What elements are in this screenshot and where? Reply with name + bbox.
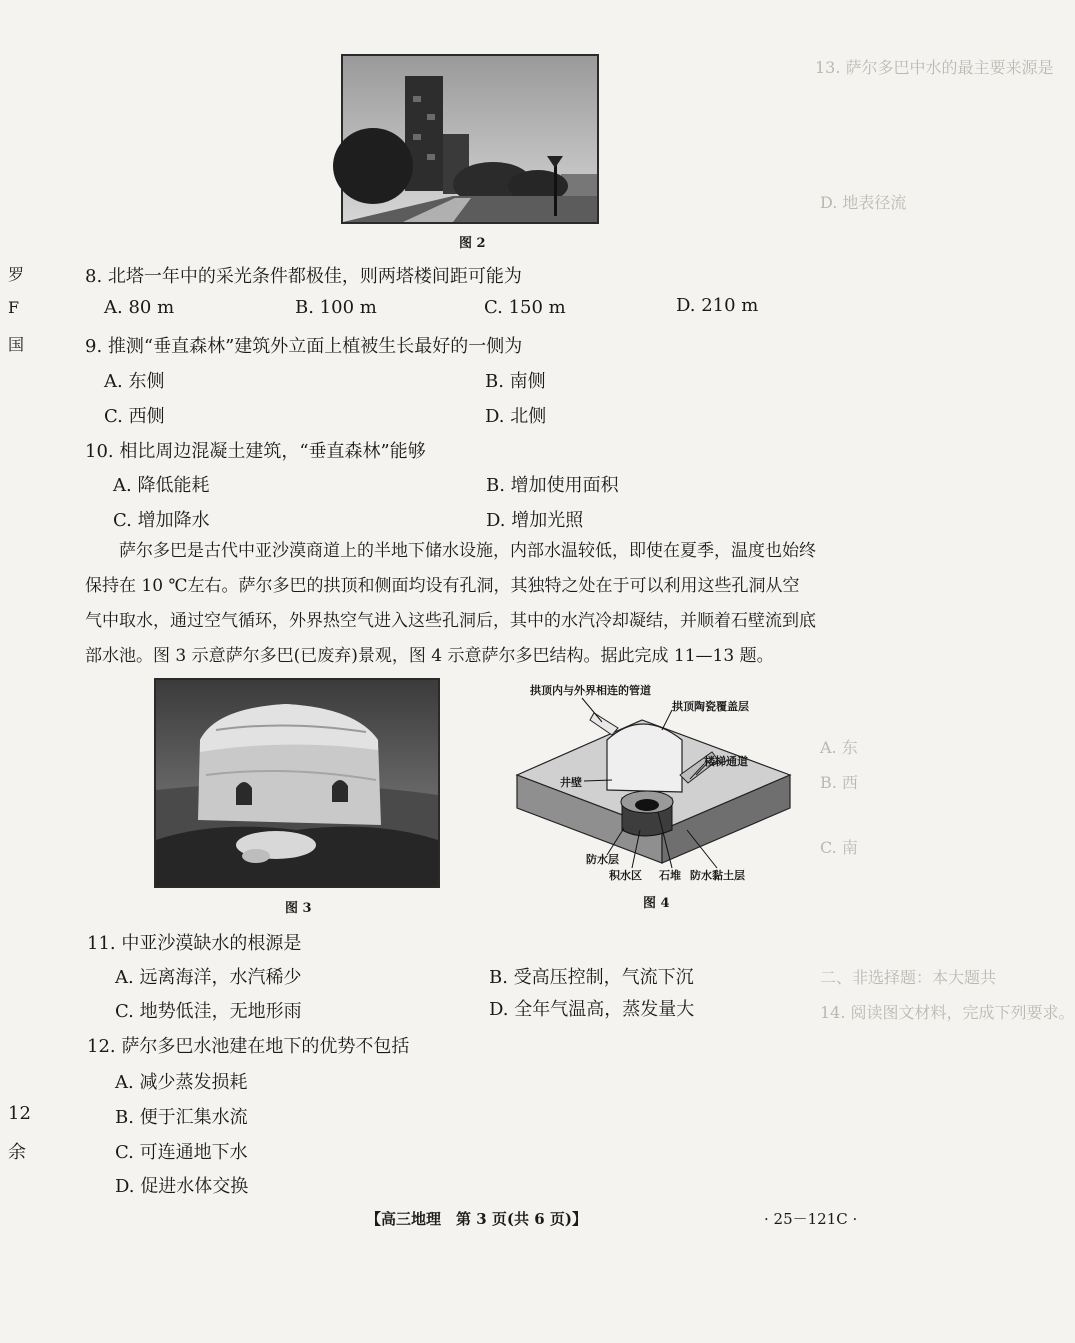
- passage-line-3: 气中取水，通过空气循环，外界热空气进入这些孔洞后，其中的水汽冷却凝结，并顺着石壁流到底: [85, 611, 816, 631]
- label-stones: 石堆: [659, 869, 681, 882]
- passage-line-4: 部水池。图 3 示意萨尔多巴(已废弃)景观，图 4 示意萨尔多巴结构。据此完成 11—13 题。: [85, 646, 774, 666]
- bleed-text: A. 东: [820, 738, 858, 757]
- label-pipe: 拱顶内与外界相连的管道: [530, 684, 651, 697]
- q8-option-c[interactable]: C. 150 m: [484, 297, 566, 318]
- q9-option-d[interactable]: D. 北侧: [485, 406, 547, 427]
- figure-4-caption: 图 4: [643, 896, 670, 911]
- q11-option-d[interactable]: D. 全年气温高，蒸发量大: [489, 999, 695, 1020]
- label-clay: 防水黏土层: [690, 869, 745, 882]
- q12-option-b[interactable]: B. 便于汇集水流: [115, 1107, 248, 1128]
- bleed-text: 14. 阅读图文材料，完成下列要求。: [820, 1003, 1075, 1022]
- bleed-text: B. 西: [820, 773, 858, 792]
- passage-line-2: 保持在 10 ℃左右。萨尔多巴的拱顶和侧面均设有孔洞，其独特之处在于可以利用这些孔洞从空: [85, 576, 800, 596]
- q9-option-a[interactable]: A. 东侧: [104, 371, 165, 392]
- label-stairs: 楼梯通道: [704, 755, 748, 768]
- margin-mark: 罗: [8, 265, 25, 284]
- q8-option-a[interactable]: A. 80 m: [104, 297, 175, 318]
- q10-option-c[interactable]: C. 增加降水: [113, 510, 210, 531]
- margin-mark: F: [8, 298, 20, 317]
- label-cover: 拱顶陶瓷覆盖层: [672, 700, 749, 713]
- figure-2-photo: [341, 54, 599, 224]
- page-footer-code: · 25－121C ·: [764, 1210, 858, 1228]
- label-wall: 井壁: [560, 776, 582, 789]
- margin-mark: 12: [8, 1103, 31, 1124]
- q9-option-b[interactable]: B. 南侧: [485, 371, 546, 392]
- q12-option-d[interactable]: D. 促进水体交换: [115, 1176, 249, 1197]
- q10-option-d[interactable]: D. 增加光照: [486, 510, 584, 531]
- question-10-stem: 10. 相比周边混凝土建筑，“垂直森林”能够: [85, 441, 426, 462]
- question-9-stem: 9. 推测“垂直森林”建筑外立面上植被生长最好的一侧为: [85, 336, 523, 357]
- label-waterproof: 防水层: [586, 853, 619, 866]
- bleed-text: 13. 萨尔多巴中水的最主要来源是: [815, 58, 1054, 77]
- question-8-stem: 8. 北塔一年中的采光条件都极佳，则两塔楼间距可能为: [85, 266, 522, 287]
- page-footer-title: 【高三地理 第 3 页(共 6 页)】: [366, 1210, 587, 1228]
- question-11-stem: 11. 中亚沙漠缺水的根源是: [87, 933, 302, 954]
- q12-option-a[interactable]: A. 减少蒸发损耗: [115, 1072, 248, 1093]
- question-12-stem: 12. 萨尔多巴水池建在地下的优势不包括: [87, 1036, 410, 1057]
- margin-mark: 余: [8, 1142, 26, 1163]
- margin-mark: 国: [8, 335, 25, 354]
- q8-option-b[interactable]: B. 100 m: [295, 297, 377, 318]
- passage: [85, 534, 855, 674]
- q9-option-c[interactable]: C. 西侧: [104, 406, 165, 427]
- bleed-text: D. 地表径流: [820, 193, 907, 212]
- figure-3-caption: 图 3: [285, 901, 312, 916]
- figure-4-diagram: [512, 680, 797, 880]
- passage-line-1: 萨尔多巴是古代中亚沙漠商道上的半地下储水设施，内部水温较低，即使在夏季，温度也始终: [119, 541, 816, 561]
- q10-option-a[interactable]: A. 降低能耗: [113, 475, 210, 496]
- q10-option-b[interactable]: B. 增加使用面积: [486, 475, 619, 496]
- figure-2-caption: 图 2: [459, 236, 486, 251]
- q12-option-c[interactable]: C. 可连通地下水: [115, 1142, 248, 1163]
- q11-option-a[interactable]: A. 远离海洋，水汽稀少: [115, 967, 302, 988]
- bleed-text: 二、非选择题：本大题共: [820, 968, 997, 987]
- q8-option-d[interactable]: D. 210 m: [676, 295, 759, 316]
- label-storage: 积水区: [609, 869, 642, 882]
- bleed-text: C. 南: [820, 838, 858, 857]
- q11-option-b[interactable]: B. 受高压控制，气流下沉: [489, 967, 694, 988]
- q11-option-c[interactable]: C. 地势低洼，无地形雨: [115, 1001, 302, 1022]
- figure-3-photo: [154, 678, 440, 888]
